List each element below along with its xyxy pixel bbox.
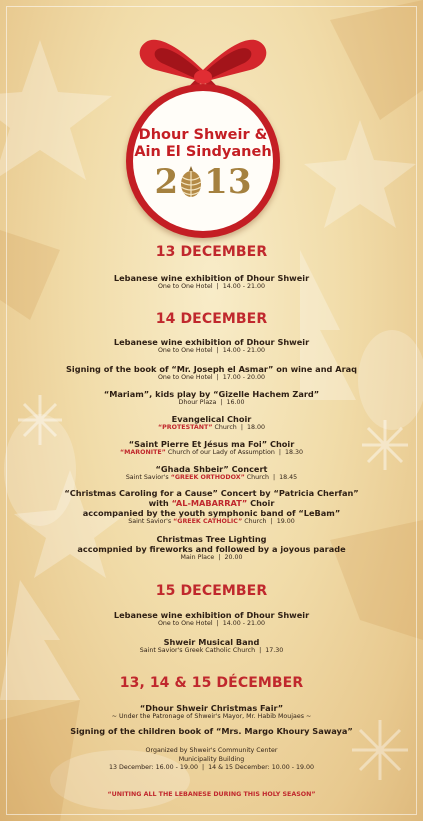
event-details: “MARONITE” Church of our Lady of Assumption | 18.30 [119,449,303,456]
choir-label: “AL-MABARRAT” [171,498,248,508]
event-item [20,414,403,433]
event-details: Saint Savior's Greek Catholic Church | 17.30 [139,647,284,654]
denomination-label: “GREEK ORTHODOX” [170,474,245,481]
event-details: Saint Savior's “GREEK CATHOLIC” Church | 19.00 [128,518,295,525]
event-details: One to One Hotel | 14.00 - 21.00 [157,283,266,290]
event-title: Evangelical Choir [171,414,252,424]
event-item [20,389,403,408]
event-item [20,488,403,527]
event-subtitle: ~ Under the Patronage of Shweir's Mayor, Mr. Habib Moujaes ~ [111,713,312,720]
event-title: “Ghada Shbeir” Concert [155,464,268,474]
brand-line-1: Dhour Shweir & [138,127,268,143]
event-details: One to One Hotel | 17.00 - 20.00 [157,374,266,381]
event-title: “Christmas Caroling for a Cause” Concert by “Patricia Cherfan” [64,488,359,498]
opening-hours: 13 December: 16.00 - 19.00 | 14 & 15 December: 10.00 - 19.00 [108,764,315,771]
year-digit-2: 2 [154,162,179,202]
event-item [20,726,403,736]
event-details: “PROTESTANT” Church | 18.00 [158,424,265,431]
date-heading: 13 DECEMBER [155,244,268,260]
event-item [20,364,403,383]
event-details: Saint Savior's “GREEK ORTHODOX” Church | 18.45 [125,474,298,481]
brand-line-2: Ain El Sindyaneh [134,144,272,160]
event-details: Main Place | 20.00 [180,554,243,561]
event-details: One to One Hotel | 14.00 - 21.00 [157,620,266,627]
event-title: “Dhour Shweir Christmas Fair” [139,703,284,713]
event-title: “Saint Pierre Et Jésus ma Foi” Choir [128,439,295,449]
organizer-location: Municipality Building [178,755,245,763]
denomination-label: “GREEK CATHOLIC” [173,518,243,525]
event-title-line: accompnied by fireworks and followed by a joyous parade [77,544,346,554]
date-heading: 13, 14 & 15 DÉCEMBER [119,675,304,691]
event-item [20,337,403,356]
event-item [20,703,403,722]
event-details: One to One Hotel | 14.00 - 21.00 [157,347,266,354]
event-title: Christmas Tree Lighting [156,534,267,544]
event-title: Lebanese wine exhibition of Dhour Shweir [113,610,310,620]
denomination-label: “PROTESTANT” [158,424,213,431]
event-item [20,637,403,656]
event-details: Dhour Plaza | 16.00 [178,399,245,406]
organizer-line: Organized by Shweir's Community Center [145,747,278,754]
event-item [20,610,403,629]
event-item [20,534,403,563]
event-item [20,439,403,458]
event-title: “Mariam”, kids play by “Gizelle Hachem Zard” [103,389,320,399]
date-heading: 15 DECEMBER [155,583,268,599]
event-item [20,464,403,483]
event-title: Signing of the book of “Mr. Joseph el Asmar” on wine and Araq [66,364,357,374]
organizer-info [20,747,403,773]
event-title: Signing of the children book of “Mrs. Margo Khoury Sawaya” [70,726,353,736]
denomination-label: “MARONITE” [119,449,166,456]
event-title: Lebanese wine exhibition of Dhour Shweir [113,273,310,283]
date-heading: 14 DECEMBER [155,311,268,327]
event-title: Shweir Musical Band [163,637,260,647]
footer-slogan: “UNITING ALL THE LEBANESE DURING THIS HOLY SEASON” [107,791,316,798]
event-item [20,273,403,292]
event-title-line: accompanied by the youth symphonic band of “LeBam” [82,508,341,518]
event-title: Lebanese wine exhibition of Dhour Shweir [113,337,310,347]
event-title-line: with “AL-MABARRAT” Choir [148,498,275,508]
year-digits-13: 13 [204,162,252,202]
